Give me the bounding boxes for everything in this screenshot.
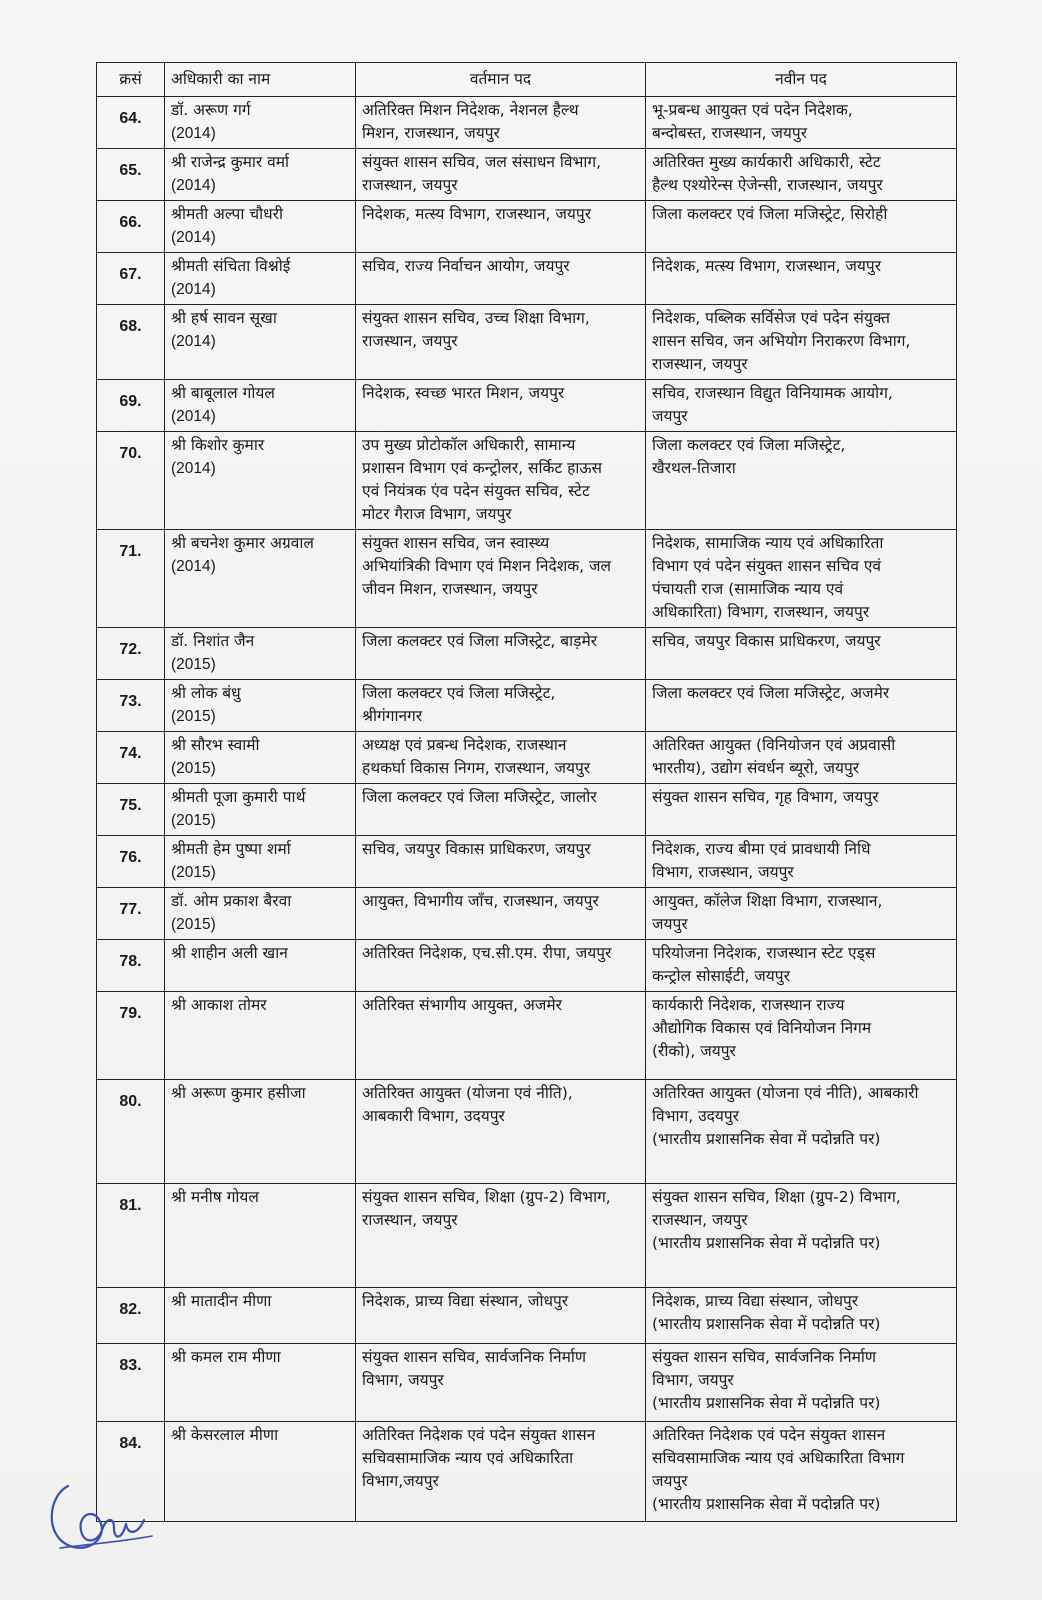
row-officer bbox=[165, 732, 356, 784]
officer-name: डॉ. अरूण गर्ग bbox=[171, 101, 251, 119]
row-new-post: अतिरिक्त मुख्य कार्यकारी अधिकारी, स्टेट हैल्थ एश्योरेन्स ऐजेन्सी, राजस्थान, जयपुर bbox=[646, 149, 957, 201]
row-serial: 66. bbox=[97, 201, 165, 253]
row-current-post: जिला कलक्टर एवं जिला मजिस्ट्रेट, जालोर bbox=[356, 784, 646, 836]
header-new-post: नवीन पद bbox=[646, 63, 957, 97]
row-current-post: संयुक्त शासन सचिव, सार्वजनिक निर्माण विभाग, जयपुर bbox=[356, 1344, 646, 1422]
officer-batch-year: (2014) bbox=[171, 460, 216, 477]
row-new-post: संयुक्त शासन सचिव, शिक्षा (ग्रुप-2) विभाग, राजस्थान, जयपुर (भारतीय प्रशासनिक सेवा में पदोन्नति पर) bbox=[646, 1184, 957, 1288]
row-current-post: संयुक्त शासन सचिव, शिक्षा (ग्रुप-2) विभाग, राजस्थान, जयपुर bbox=[356, 1184, 646, 1288]
officer-name: श्री मातादीन मीणा bbox=[171, 1292, 272, 1310]
row-new-post: सचिव, राजस्थान विद्युत विनियामक आयोग, जयपुर bbox=[646, 380, 957, 432]
header-serial: क्रसं bbox=[97, 63, 165, 97]
row-serial: 67. bbox=[97, 253, 165, 305]
row-serial: 75. bbox=[97, 784, 165, 836]
officer-name: श्री सौरभ स्वामी bbox=[171, 736, 260, 754]
officer-name: श्रीमती हेम पुष्पा शर्मा bbox=[171, 840, 291, 858]
officer-name: श्री राजेन्द्र कुमार वर्मा bbox=[171, 153, 290, 171]
table-row bbox=[97, 530, 957, 628]
row-current-post: सचिव, जयपुर विकास प्राधिकरण, जयपुर bbox=[356, 836, 646, 888]
row-current-post: जिला कलक्टर एवं जिला मजिस्ट्रेट, बाड़मेर bbox=[356, 628, 646, 680]
row-current-post: अध्यक्ष एवं प्रबन्ध निदेशक, राजस्थान हथकर्घा विकास निगम, राजस्थान, जयपुर bbox=[356, 732, 646, 784]
row-officer bbox=[165, 628, 356, 680]
officer-name: श्री केसरलाल मीणा bbox=[171, 1426, 279, 1444]
table-row bbox=[97, 680, 957, 732]
row-serial: 82. bbox=[97, 1288, 165, 1344]
officer-batch-year: (2014) bbox=[171, 125, 216, 142]
table-row bbox=[97, 940, 957, 992]
row-current-post: सचिव, राज्य निर्वाचन आयोग, जयपुर bbox=[356, 253, 646, 305]
officer-batch-year: (2014) bbox=[171, 281, 216, 298]
officer-name: श्री किशोर कुमार bbox=[171, 436, 265, 454]
officer-name: श्रीमती संचिता विश्नोई bbox=[171, 257, 291, 275]
row-serial: 68. bbox=[97, 305, 165, 380]
row-current-post: निदेशक, स्वच्छ भारत मिशन, जयपुर bbox=[356, 380, 646, 432]
officer-batch-year: (2015) bbox=[171, 708, 216, 725]
row-current-post: अतिरिक्त आयुक्त (योजना एवं नीति), आबकारी विभाग, उदयपुर bbox=[356, 1080, 646, 1184]
table-row bbox=[97, 1288, 957, 1344]
officer-batch-year: (2014) bbox=[171, 408, 216, 425]
row-officer bbox=[165, 992, 356, 1080]
signature-stroke bbox=[52, 1486, 144, 1548]
row-officer bbox=[165, 680, 356, 732]
officer-name: श्री बचनेश कुमार अग्रवाल bbox=[171, 534, 314, 552]
row-new-post: आयुक्त, कॉलेज शिक्षा विभाग, राजस्थान, जयपुर bbox=[646, 888, 957, 940]
row-officer bbox=[165, 1422, 356, 1522]
row-current-post: अतिरिक्त संभागीय आयुक्त, अजमेर bbox=[356, 992, 646, 1080]
row-officer bbox=[165, 253, 356, 305]
table-row bbox=[97, 201, 957, 253]
row-officer bbox=[165, 380, 356, 432]
row-new-post: निदेशक, पब्लिक सर्विसेज एवं पदेन संयुक्त शासन सचिव, जन अभियोग निराकरण विभाग, राजस्थान, जयपुर bbox=[646, 305, 957, 380]
row-officer bbox=[165, 1184, 356, 1288]
officer-batch-year: (2015) bbox=[171, 916, 216, 933]
row-serial: 71. bbox=[97, 530, 165, 628]
officer-name: श्री शाहीन अली खान bbox=[171, 944, 288, 962]
row-new-post: अतिरिक्त आयुक्त (विनियोजन एवं अप्रवासी भारतीय), उद्योग संवर्धन ब्यूरो, जयपुर bbox=[646, 732, 957, 784]
table-row bbox=[97, 888, 957, 940]
table-row bbox=[97, 305, 957, 380]
officer-name: श्री लोक बंधु bbox=[171, 684, 241, 702]
row-officer bbox=[165, 888, 356, 940]
row-current-post: जिला कलक्टर एवं जिला मजिस्ट्रेट, श्रीगंगानगर bbox=[356, 680, 646, 732]
row-serial: 74. bbox=[97, 732, 165, 784]
table-row bbox=[97, 992, 957, 1080]
officer-batch-year: (2014) bbox=[171, 333, 216, 350]
row-new-post: अतिरिक्त निदेशक एवं पदेन संयुक्त शासन सचिवसामाजिक न्याय एवं अधिकारिता विभाग जयपुर (भारतीय प्रशासनिक सेवा में पदोन्नति पर) bbox=[646, 1422, 957, 1522]
table-header-row bbox=[97, 63, 957, 97]
row-current-post: संयुक्त शासन सचिव, जल संसाधन विभाग, राजस्थान, जयपुर bbox=[356, 149, 646, 201]
row-new-post: निदेशक, राज्य बीमा एवं प्रावधायी निधि विभाग, राजस्थान, जयपुर bbox=[646, 836, 957, 888]
officer-batch-year: (2015) bbox=[171, 656, 216, 673]
row-new-post: अतिरिक्त आयुक्त (योजना एवं नीति), आबकारी विभाग, उदयपुर (भारतीय प्रशासनिक सेवा में पदोन्नति पर) bbox=[646, 1080, 957, 1184]
row-serial: 78. bbox=[97, 940, 165, 992]
row-officer bbox=[165, 432, 356, 530]
row-new-post: निदेशक, मत्स्य विभाग, राजस्थान, जयपुर bbox=[646, 253, 957, 305]
row-new-post: संयुक्त शासन सचिव, सार्वजनिक निर्माण विभाग, जयपुर (भारतीय प्रशासनिक सेवा में पदोन्नति पर) bbox=[646, 1344, 957, 1422]
row-current-post: अतिरिक्त मिशन निदेशक, नेशनल हैल्थ मिशन, राजस्थान, जयपुर bbox=[356, 97, 646, 149]
officer-batch-year: (2014) bbox=[171, 177, 216, 194]
row-current-post: निदेशक, मत्स्य विभाग, राजस्थान, जयपुर bbox=[356, 201, 646, 253]
officer-name: श्री अरूण कुमार हसीजा bbox=[171, 1084, 306, 1102]
row-new-post: जिला कलक्टर एवं जिला मजिस्ट्रेट, खैरथल-तिजारा bbox=[646, 432, 957, 530]
header-current-post: वर्तमान पद bbox=[356, 63, 646, 97]
row-current-post: उप मुख्य प्रोटोकॉल अधिकारी, सामान्य प्रशासन विभाग एवं कन्ट्रोलर, सर्किट हाऊस एवं नियंत्रक एंव पदेन संयुक्त सचिव, स्टेट मोटर गैराज विभाग, जयपुर bbox=[356, 432, 646, 530]
table-row bbox=[97, 380, 957, 432]
table-row bbox=[97, 1184, 957, 1288]
table-row bbox=[97, 432, 957, 530]
row-officer bbox=[165, 149, 356, 201]
officer-transfer-table bbox=[96, 62, 957, 1522]
table-row bbox=[97, 732, 957, 784]
officer-batch-year: (2015) bbox=[171, 864, 216, 881]
officer-name: श्री आकाश तोमर bbox=[171, 996, 267, 1014]
row-officer bbox=[165, 97, 356, 149]
table-row bbox=[97, 1422, 957, 1522]
header-officer-name: अधिकारी का नाम bbox=[165, 63, 356, 97]
row-serial: 72. bbox=[97, 628, 165, 680]
row-current-post: संयुक्त शासन सचिव, उच्च शिक्षा विभाग, राजस्थान, जयपुर bbox=[356, 305, 646, 380]
signature-underline bbox=[60, 1536, 152, 1548]
row-new-post: जिला कलक्टर एवं जिला मजिस्ट्रेट, सिरोही bbox=[646, 201, 957, 253]
row-officer bbox=[165, 1288, 356, 1344]
row-serial: 69. bbox=[97, 380, 165, 432]
officer-batch-year: (2015) bbox=[171, 812, 216, 829]
row-serial: 79. bbox=[97, 992, 165, 1080]
row-serial: 70. bbox=[97, 432, 165, 530]
row-serial: 64. bbox=[97, 97, 165, 149]
officer-name: डॉ. निशांत जैन bbox=[171, 632, 255, 650]
row-new-post: निदेशक, सामाजिक न्याय एवं अधिकारिता विभाग एवं पदेन संयुक्त शासन सचिव एवं पंचायती राज (सामाजिक न्याय एवं अधिकारिता) विभाग, राजस्थान, जयपुर bbox=[646, 530, 957, 628]
row-officer bbox=[165, 784, 356, 836]
row-serial: 77. bbox=[97, 888, 165, 940]
row-serial: 76. bbox=[97, 836, 165, 888]
row-officer bbox=[165, 1344, 356, 1422]
row-officer bbox=[165, 530, 356, 628]
signature-image bbox=[40, 1478, 160, 1558]
row-serial: 83. bbox=[97, 1344, 165, 1422]
officer-name: श्री मनीष गोयल bbox=[171, 1188, 259, 1206]
row-officer bbox=[165, 201, 356, 253]
table-row bbox=[97, 1344, 957, 1422]
row-officer bbox=[165, 1080, 356, 1184]
row-serial: 80. bbox=[97, 1080, 165, 1184]
row-new-post: संयुक्त शासन सचिव, गृह विभाग, जयपुर bbox=[646, 784, 957, 836]
table-row bbox=[97, 628, 957, 680]
officer-name: श्री कमल राम मीणा bbox=[171, 1348, 281, 1366]
table-row bbox=[97, 149, 957, 201]
row-new-post: जिला कलक्टर एवं जिला मजिस्ट्रेट, अजमेर bbox=[646, 680, 957, 732]
officer-name: श्री बाबूलाल गोयल bbox=[171, 384, 275, 402]
row-serial: 84. bbox=[97, 1422, 165, 1522]
row-new-post: सचिव, जयपुर विकास प्राधिकरण, जयपुर bbox=[646, 628, 957, 680]
row-new-post: कार्यकारी निदेशक, राजस्थान राज्य औद्योगिक विकास एवं विनियोजन निगम (रीको), जयपुर bbox=[646, 992, 957, 1080]
table-row bbox=[97, 836, 957, 888]
row-current-post: संयुक्त शासन सचिव, जन स्वास्थ्य अभियांत्रिकी विभाग एवं मिशन निदेशक, जल जीवन मिशन, राजस्थान, जयपुर bbox=[356, 530, 646, 628]
officer-batch-year: (2014) bbox=[171, 229, 216, 246]
row-new-post: भू-प्रबन्ध आयुक्त एवं पदेन निदेशक, बन्दोबस्त, राजस्थान, जयपुर bbox=[646, 97, 957, 149]
row-serial: 65. bbox=[97, 149, 165, 201]
table-row bbox=[97, 1080, 957, 1184]
officer-name: श्रीमती अल्पा चौधरी bbox=[171, 205, 284, 223]
row-officer bbox=[165, 940, 356, 992]
officer-batch-year: (2015) bbox=[171, 760, 216, 777]
table-row bbox=[97, 97, 957, 149]
officer-name: श्री हर्ष सावन सूखा bbox=[171, 309, 277, 327]
row-new-post: परियोजना निदेशक, राजस्थान स्टेट एड्स कन्ट्रोल सोसाईटी, जयपुर bbox=[646, 940, 957, 992]
row-current-post: अतिरिक्त निदेशक एवं पदेन संयुक्त शासन सचिवसामाजिक न्याय एवं अधिकारिता विभाग,जयपुर bbox=[356, 1422, 646, 1522]
officer-name: डॉ. ओम प्रकाश बैरवा bbox=[171, 892, 292, 910]
table-row bbox=[97, 784, 957, 836]
row-officer bbox=[165, 305, 356, 380]
table-row bbox=[97, 253, 957, 305]
row-officer bbox=[165, 836, 356, 888]
row-new-post: निदेशक, प्राच्य विद्या संस्थान, जोधपुर (भारतीय प्रशासनिक सेवा में पदोन्नति पर) bbox=[646, 1288, 957, 1344]
row-serial: 81. bbox=[97, 1184, 165, 1288]
row-serial: 73. bbox=[97, 680, 165, 732]
row-current-post: अतिरिक्त निदेशक, एच.सी.एम. रीपा, जयपुर bbox=[356, 940, 646, 992]
row-current-post: आयुक्त, विभागीय जाँच, राजस्थान, जयपुर bbox=[356, 888, 646, 940]
officer-batch-year: (2014) bbox=[171, 558, 216, 575]
officer-name: श्रीमती पूजा कुमारी पार्थ bbox=[171, 788, 306, 806]
row-current-post: निदेशक, प्राच्य विद्या संस्थान, जोधपुर bbox=[356, 1288, 646, 1344]
